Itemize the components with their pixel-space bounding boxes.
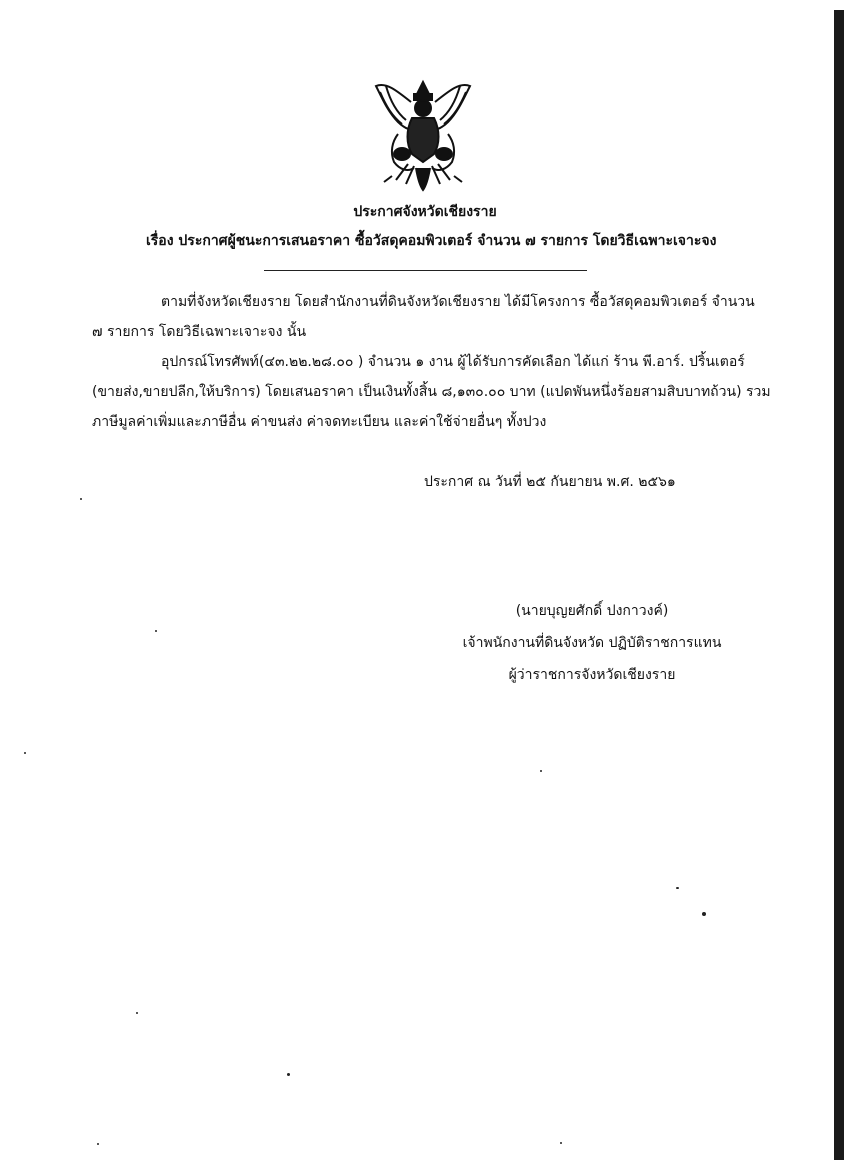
scan-speck — [155, 630, 157, 632]
scan-speck — [560, 1142, 562, 1144]
scan-speck — [676, 887, 679, 889]
garuda-emblem-icon — [368, 72, 478, 194]
document-subject: เรื่อง ประกาศผู้ชนะการเสนอราคา ซื้อวัสดุคอมพิวเตอร์ จำนวน ๗ รายการ โดยวิธีเฉพาะเจาะจง — [146, 233, 717, 249]
body-paragraph-2-line-2: (ขายส่ง,ขายปลีก,ให้บริการ) โดยเสนอราคา เป็นเงินทั้งสิ้น ๘,๑๓๐.๐๐ บาท (แปดพันหนึ่งร้อยสามสิบบาทถ้วน) รวม — [92, 384, 771, 400]
signer-name: (นายบุญยศักดิ์ ปงกาวงค์) — [515, 603, 669, 619]
body-paragraph-1-line-1: ตามที่จังหวัดเชียงราย โดยสำนักงานที่ดินจังหวัดเชียงราย ได้มีโครงการ ซื้อวัสดุคอมพิวเตอร์ จำนวน — [161, 294, 755, 310]
scan-speck — [97, 1143, 99, 1145]
body-paragraph-2-line-1: อุปกรณ์โทรศัพท์(๔๓.๒๒.๒๘.๐๐ ) จำนวน ๑ งาน ผู้ได้รับการคัดเลือก ได้แก่ ร้าน พี.อาร์. ปริ้นเตอร์ — [161, 354, 745, 370]
body-paragraph-2-line-3: ภาษีมูลค่าเพิ่มและภาษีอื่น ค่าขนส่ง ค่าจดทะเบียน และค่าใช้จ่ายอื่นๆ ทั้งปวง — [92, 414, 547, 430]
document-title: ประกาศจังหวัดเชียงราย — [353, 204, 497, 220]
scan-speck — [136, 1012, 138, 1014]
scan-speck — [540, 770, 542, 772]
title-divider — [264, 270, 587, 271]
announcement-date: ประกาศ ณ วันที่ ๒๕ กันยายน พ.ศ. ๒๕๖๑ — [424, 474, 676, 490]
scan-speck — [24, 752, 26, 754]
scan-speck — [287, 1073, 290, 1076]
body-paragraph-1-line-2: ๗ รายการ โดยวิธีเฉพาะเจาะจง นั้น — [92, 324, 307, 340]
scan-speck — [702, 912, 706, 916]
signer-position-line-2: ผู้ว่าราชการจังหวัดเชียงราย — [508, 667, 676, 683]
signer-position-line-1: เจ้าพนักงานที่ดินจังหวัด ปฏิบัติราชการแทน — [462, 635, 722, 651]
scan-edge-bar — [834, 10, 844, 1160]
scan-speck — [80, 498, 82, 500]
